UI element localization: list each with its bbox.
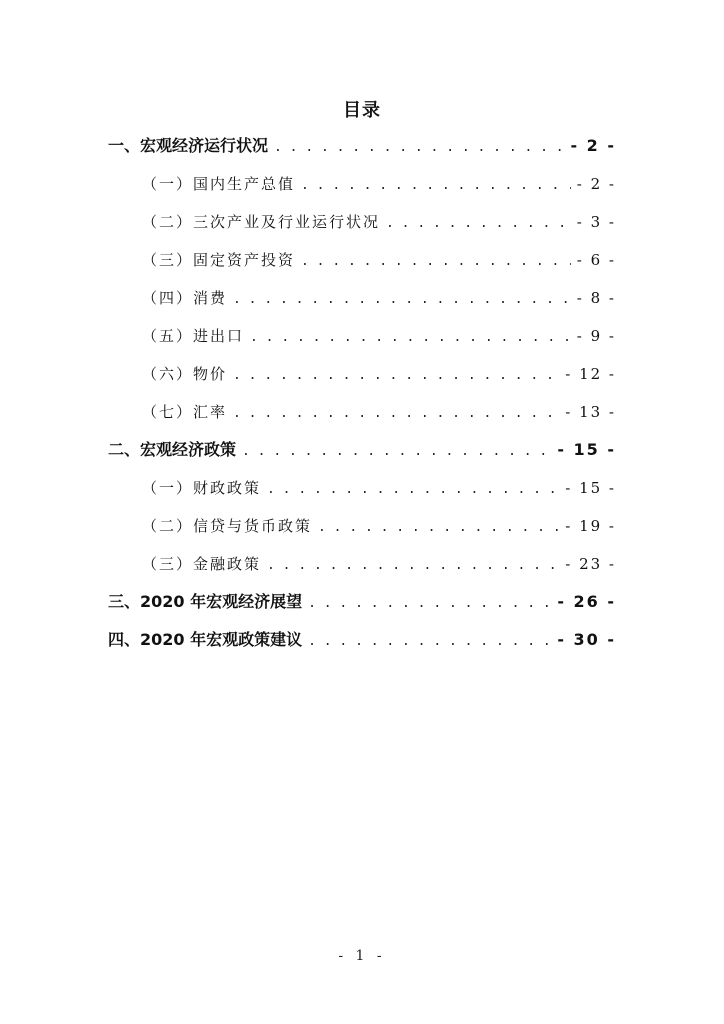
toc-entry-label: （六）物价 — [142, 365, 228, 383]
toc-leader-dots — [267, 554, 559, 578]
toc-leader-dots — [233, 402, 559, 426]
toc-entry-label: （三）金融政策 — [142, 555, 262, 573]
toc-entry[interactable] — [108, 590, 616, 614]
toc-entry-page: - 13 - — [565, 403, 616, 421]
toc-entry-page: - 12 - — [565, 365, 616, 383]
toc-entry-label: （一）国内生产总值 — [142, 175, 296, 193]
toc-entry[interactable] — [142, 362, 616, 386]
toc-entry-label: 四、2020 年宏观政策建议 — [108, 630, 303, 649]
toc-leader-dots — [233, 288, 571, 312]
toc-entry-label: （三）固定资产投资 — [142, 251, 296, 269]
toc-entry[interactable] — [142, 476, 616, 500]
toc-entry-label: 三、2020 年宏观经济展望 — [108, 592, 303, 611]
toc-entry-page: - 15 - — [557, 440, 616, 459]
toc-entry-page: - 26 - — [557, 592, 616, 611]
toc-leader-dots — [308, 630, 551, 654]
toc-entry-page: - 8 - — [576, 289, 616, 307]
toc-entry[interactable] — [108, 438, 616, 462]
toc-entry-label: 一、宏观经济运行状况 — [108, 136, 269, 155]
toc-entry-page: - 3 - — [576, 213, 616, 231]
toc-leader-dots — [301, 250, 571, 274]
toc-entry-page: - 30 - — [557, 630, 616, 649]
toc-entry-label: （四）消费 — [142, 289, 228, 307]
toc-entry-label: （五）进出口 — [142, 327, 245, 345]
toc-leader-dots — [274, 136, 564, 160]
toc-entry[interactable] — [142, 286, 616, 310]
toc-entry-label: （一）财政政策 — [142, 479, 262, 497]
toc-leader-dots — [233, 364, 559, 388]
toc-entry[interactable] — [142, 210, 616, 234]
page-number-footer: - 1 - — [338, 948, 386, 964]
toc-leader-dots — [242, 440, 551, 464]
toc-entry-page: - 2 - — [570, 136, 616, 155]
toc-entry[interactable] — [108, 134, 616, 158]
toc-entry-page: - 6 - — [576, 251, 616, 269]
toc-entry[interactable] — [142, 248, 616, 272]
toc-leader-dots — [386, 212, 571, 236]
toc-leader-dots — [318, 516, 559, 540]
toc-leader-dots — [301, 174, 571, 198]
toc-entry-page: - 9 - — [576, 327, 616, 345]
toc-entry-label: 二、宏观经济政策 — [108, 440, 237, 459]
toc-leader-dots — [250, 326, 571, 350]
toc-entry-page: - 15 - — [565, 479, 616, 497]
toc-entry[interactable] — [142, 400, 616, 424]
toc-title: 目录 — [343, 100, 381, 121]
toc-entry[interactable] — [142, 552, 616, 576]
toc-list — [0, 128, 724, 668]
toc-leader-dots — [308, 592, 551, 616]
toc-entry-page: - 19 - — [565, 517, 616, 535]
toc-entry[interactable] — [108, 628, 616, 652]
toc-entry-page: - 2 - — [576, 175, 616, 193]
toc-entry-label: （二）信贷与货币政策 — [142, 517, 313, 535]
toc-entry[interactable] — [142, 172, 616, 196]
toc-entry[interactable] — [142, 514, 616, 538]
toc-entry-page: - 23 - — [565, 555, 616, 573]
toc-entry-label: （七）汇率 — [142, 403, 228, 421]
toc-entry-label: （二）三次产业及行业运行状况 — [142, 213, 381, 231]
toc-entry[interactable] — [142, 324, 616, 348]
toc-leader-dots — [267, 478, 559, 502]
